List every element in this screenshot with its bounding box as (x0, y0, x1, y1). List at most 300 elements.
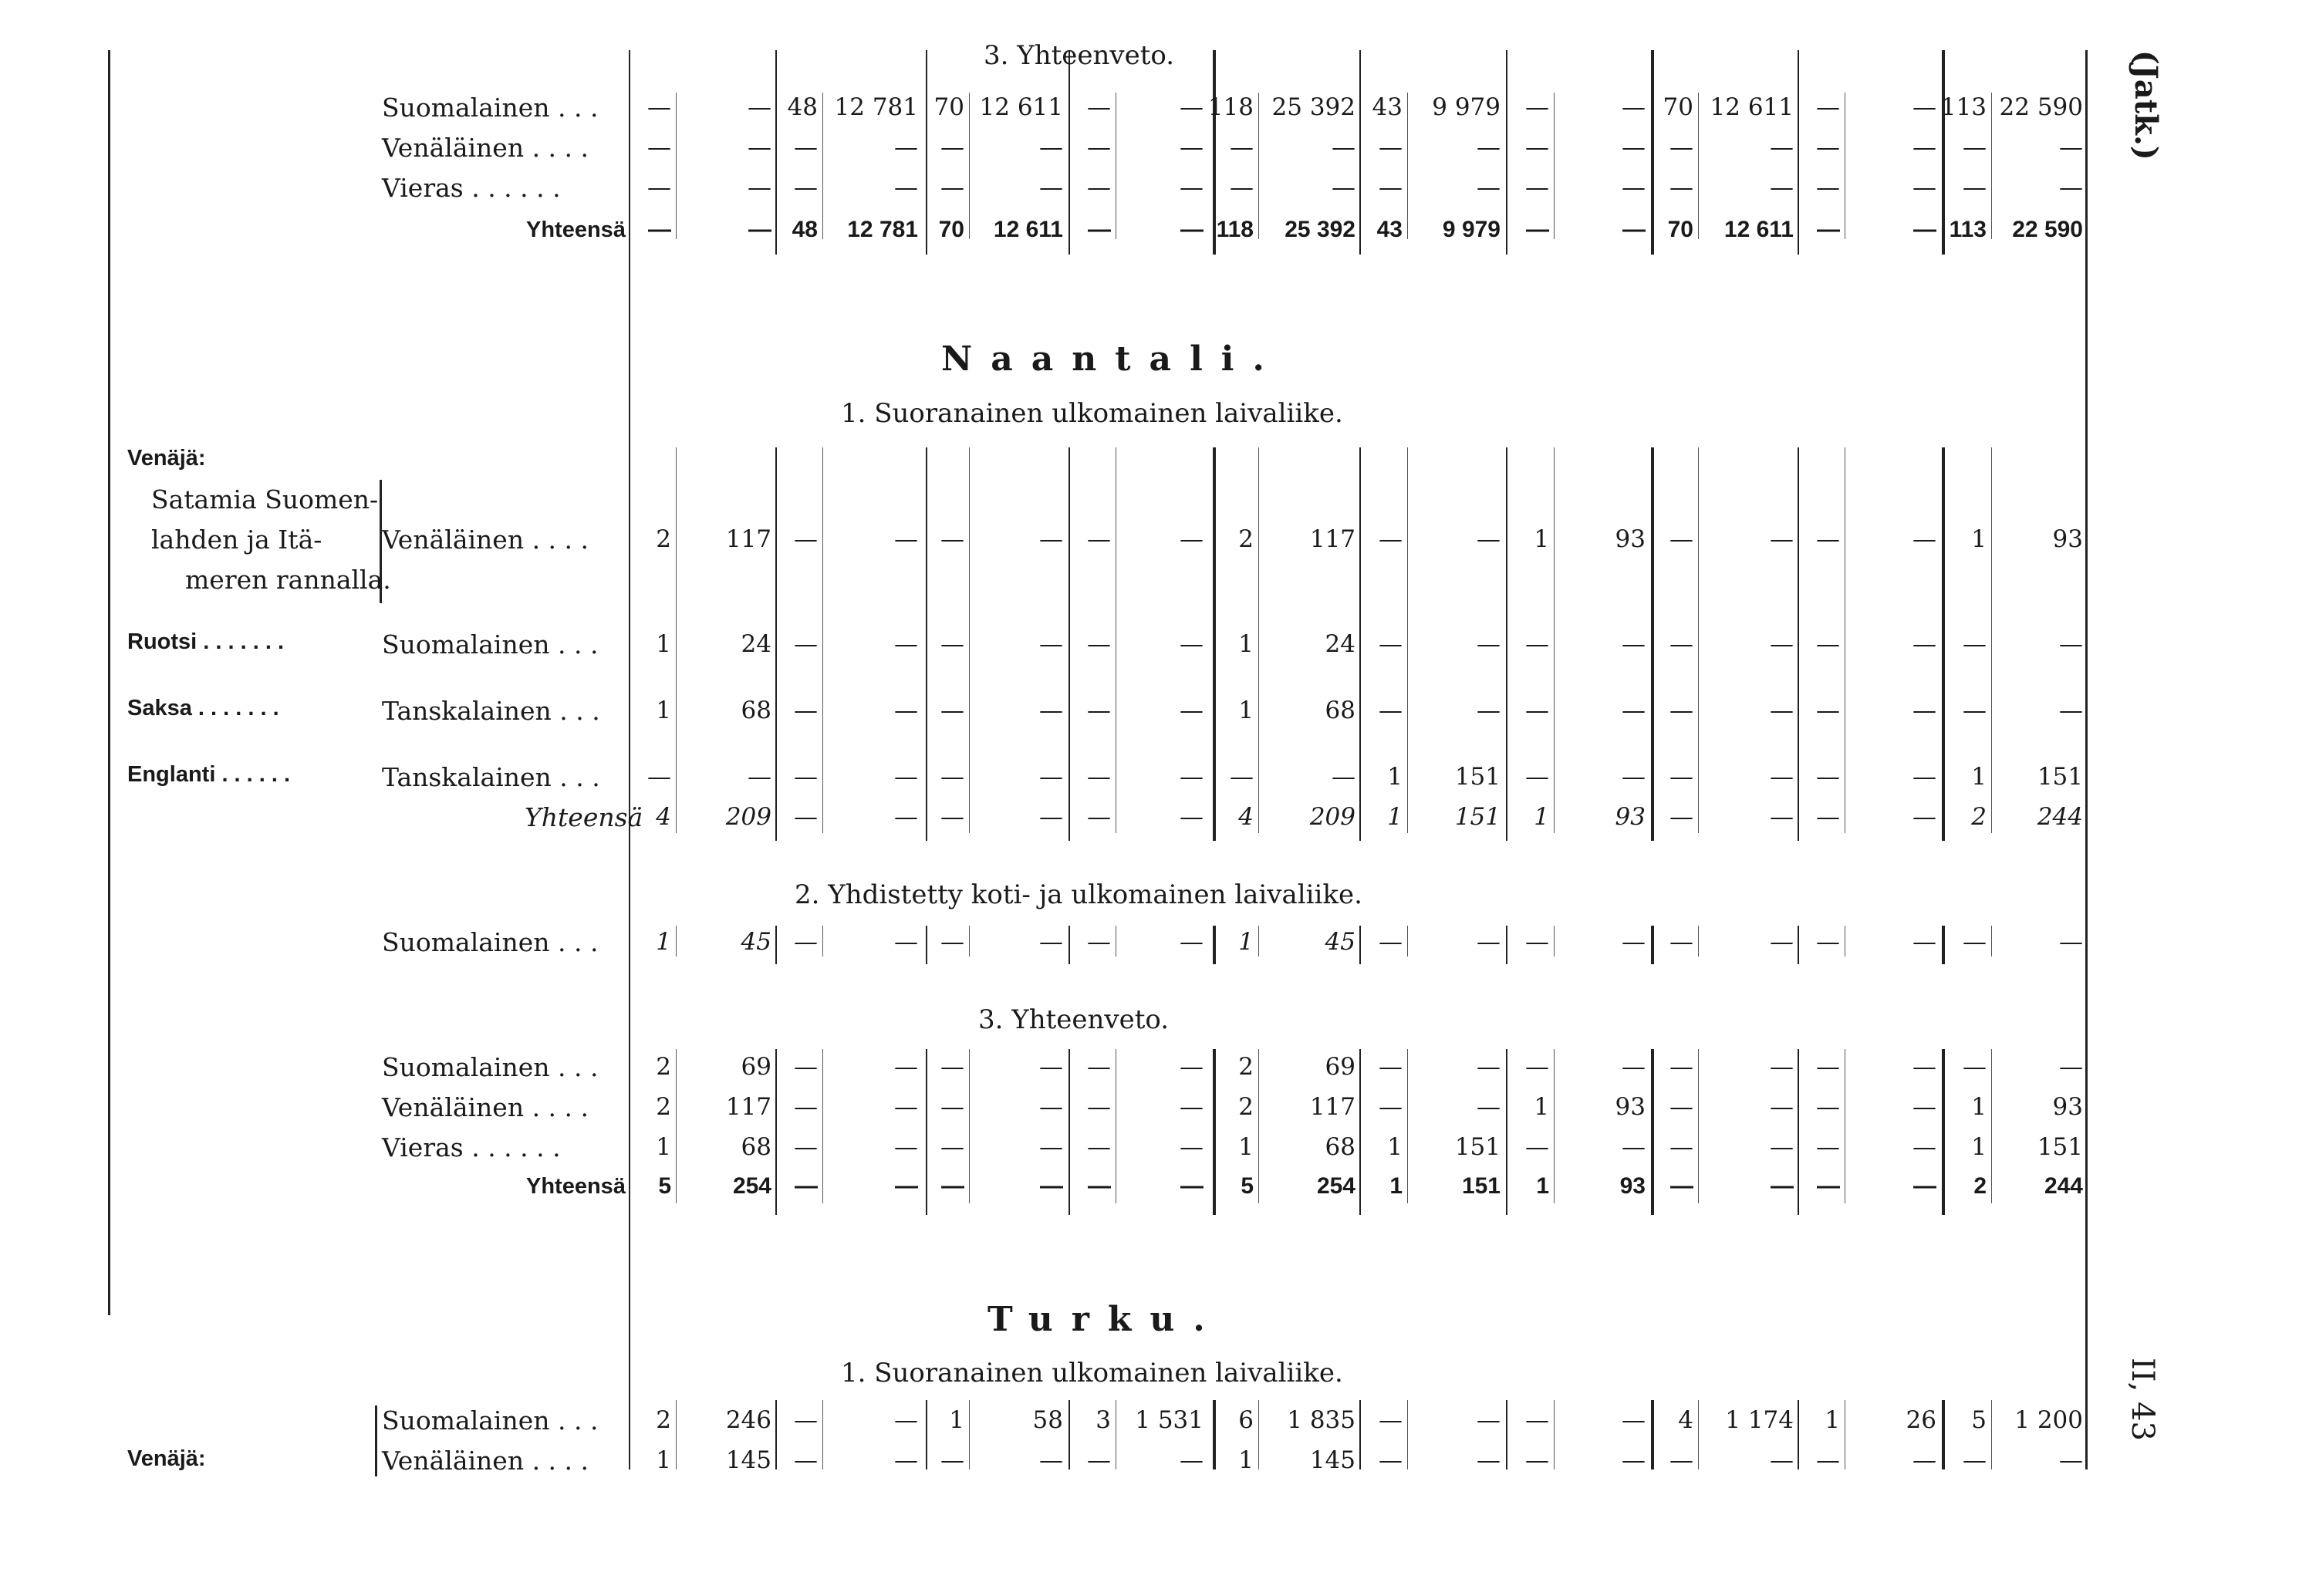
total-cell: — (794, 803, 818, 831)
inner-column-rule (822, 447, 823, 833)
total-cell: — (1913, 1173, 1936, 1199)
table-cell: — (940, 1093, 964, 1121)
row-label: Tanskalainen . . . (382, 696, 600, 726)
table-cell: — (1816, 93, 1840, 121)
table-cell: 12 611 (1710, 93, 1794, 121)
table-cell: — (1180, 928, 1204, 956)
table-cell: — (1622, 763, 1646, 791)
total-label: Yhteensä (526, 218, 626, 242)
table-cell: — (794, 630, 818, 658)
table-cell: — (748, 133, 771, 161)
total-cell: — (648, 217, 671, 242)
table-cell: — (1963, 133, 1987, 161)
table-cell: — (1180, 697, 1204, 724)
table-cell: 1 (656, 630, 671, 658)
table-cell: — (1770, 1053, 1794, 1081)
table-cell: 68 (741, 697, 771, 724)
inner-column-rule (1554, 1400, 1555, 1469)
table-cell: 2 (1238, 1053, 1254, 1081)
page-left-border (108, 50, 110, 1315)
inner-column-rule (1407, 926, 1408, 957)
table-cell: — (794, 1406, 818, 1434)
table-cell: — (1816, 1133, 1840, 1161)
table-cell: — (2059, 1053, 2083, 1081)
table-cell: — (1180, 133, 1204, 161)
table-cell: — (1477, 1053, 1501, 1081)
total-cell: 1 (1534, 803, 1549, 831)
table-cell: — (1087, 525, 1111, 553)
table-cell: — (1912, 525, 1936, 553)
inner-column-rule (1258, 93, 1259, 239)
table-cell: 93 (2052, 1093, 2083, 1121)
table-cell: — (1816, 525, 1840, 553)
turku-country-venaja: Venäjä: (127, 1446, 206, 1471)
table-cell: — (894, 174, 918, 201)
table-cell: — (748, 93, 771, 121)
table-cell: — (1332, 174, 1355, 201)
table-cell: — (1087, 1446, 1111, 1474)
table-cell: — (940, 697, 964, 724)
table-cell: — (1669, 1093, 1693, 1121)
table-cell: — (794, 174, 818, 201)
table-cell: — (647, 133, 671, 161)
table-cell: — (1912, 93, 1936, 121)
turku-brace (375, 1405, 382, 1476)
country-saksa: Saksa . . . . . . . (127, 696, 279, 720)
table-cell: — (940, 1133, 964, 1161)
total-cell: — (1770, 803, 1794, 831)
total-cell: — (1771, 1173, 1794, 1199)
inner-column-rule (676, 1049, 677, 1203)
table-cell: — (1379, 697, 1403, 724)
table-cell: — (1669, 525, 1693, 553)
inner-column-rule (1991, 926, 1992, 957)
table-cell: — (1963, 928, 1987, 956)
table-cell: — (1379, 174, 1403, 201)
table-cell: 2 (1238, 1093, 1254, 1121)
table-cell: — (748, 174, 771, 201)
table-cell: — (1477, 525, 1501, 553)
table-cell: — (1770, 763, 1794, 791)
row-label: Suomalainen . . . (382, 1052, 599, 1082)
table-cell: — (1180, 763, 1204, 791)
table-cell: — (1525, 630, 1549, 658)
row-label: Venäläinen . . . . (382, 1446, 589, 1476)
table-cell: 69 (741, 1053, 771, 1081)
total-cell: 2 (1971, 803, 1987, 831)
table-cell: — (2059, 1446, 2083, 1474)
table-cell: 58 (1032, 1406, 1063, 1434)
table-cell: — (1912, 630, 1936, 658)
table-cell: — (1669, 697, 1693, 724)
table-cell: 1 (656, 1446, 671, 1474)
table-cell: — (1477, 1406, 1501, 1434)
table-cell: — (894, 763, 918, 791)
table-cell: — (940, 525, 964, 553)
table-cell: — (1669, 630, 1693, 658)
total-cell: 12 781 (847, 217, 918, 242)
total-cell: 4 (1238, 803, 1254, 831)
inner-column-rule (1991, 1400, 1992, 1469)
table-cell: — (1477, 1093, 1501, 1121)
table-cell: 145 (1309, 1446, 1355, 1474)
table-cell: 1 (1238, 697, 1254, 724)
row-label: Suomalainen . . . (382, 629, 599, 660)
table-cell: — (1963, 1053, 1987, 1081)
table-cell: 2 (656, 1093, 671, 1121)
total-cell: — (1526, 217, 1549, 242)
total-cell: 244 (2037, 803, 2083, 831)
table-cell: — (1622, 1053, 1646, 1081)
table-cell: 68 (741, 1133, 771, 1161)
table-cell: — (1816, 133, 1840, 161)
total-cell: 12 611 (993, 217, 1063, 242)
total-cell: 70 (1667, 217, 1693, 242)
inner-column-rule (1991, 447, 1992, 833)
table-cell: — (2059, 133, 2083, 161)
table-cell: — (1230, 174, 1254, 201)
total-cell: 244 (2044, 1173, 2083, 1199)
table-cell: — (1087, 133, 1111, 161)
total-cell: — (941, 1173, 964, 1199)
table-cell: 1 (1387, 763, 1403, 791)
margin-continued: (Jatk.) (2128, 50, 2164, 160)
country-englanti: Englanti . . . . . . (127, 762, 291, 787)
inner-column-rule (822, 926, 823, 957)
row-label: Venäläinen . . . . (382, 133, 589, 163)
table-cell: — (1039, 1446, 1063, 1474)
total-cell: 2 (1973, 1173, 1987, 1199)
table-cell: — (1669, 1133, 1693, 1161)
table-cell: — (1039, 1133, 1063, 1161)
table-cell: 118 (1207, 93, 1254, 121)
table-cell: — (1525, 1133, 1549, 1161)
table-cell: — (1039, 133, 1063, 161)
inner-column-rule (1698, 1049, 1699, 1203)
inner-column-rule (1698, 1400, 1699, 1469)
total-cell: 48 (792, 217, 818, 242)
table-cell: — (1816, 697, 1840, 724)
table-cell: — (1180, 1093, 1204, 1121)
table-cell: 93 (1615, 1093, 1646, 1121)
table-cell: 5 (1971, 1406, 1987, 1434)
table-cell: 1 (1238, 630, 1254, 658)
table-cell: 117 (1309, 1093, 1355, 1121)
table-cell: 22 590 (1999, 93, 2083, 121)
table-cell: — (1379, 133, 1403, 161)
table-cell: — (1622, 133, 1646, 161)
table-cell: — (894, 1446, 918, 1474)
total-cell: 93 (1615, 803, 1646, 831)
table-cell: — (1379, 928, 1403, 956)
table-cell: — (1816, 630, 1840, 658)
inner-column-rule (1554, 1049, 1555, 1203)
total-cell: — (1039, 803, 1063, 831)
inner-column-rule (676, 447, 677, 833)
total-cell: 254 (1316, 1173, 1355, 1199)
table-cell: 93 (1615, 525, 1646, 553)
venaja-sub-1: Satamia Suomen- (151, 484, 379, 515)
table-cell: — (1379, 1053, 1403, 1081)
table-cell: — (794, 1133, 818, 1161)
table-cell: — (1525, 133, 1549, 161)
table-cell: — (1816, 928, 1840, 956)
table-cell: — (1963, 697, 1987, 724)
inner-column-rule (1554, 93, 1555, 239)
total-cell: 1 (1387, 803, 1403, 831)
total-cell: — (1816, 803, 1840, 831)
table-cell: 1 (656, 928, 671, 956)
total-cell: — (1912, 803, 1936, 831)
total-cell: 25 392 (1285, 217, 1355, 242)
table-cell: — (1525, 697, 1549, 724)
table-cell: — (1087, 630, 1111, 658)
inner-column-rule (1407, 93, 1408, 239)
table-cell: — (794, 525, 818, 553)
country-ruotsi: Ruotsi . . . . . . . (127, 629, 285, 654)
table-cell: — (1770, 133, 1794, 161)
table-cell: — (794, 1446, 818, 1474)
inner-column-rule (969, 1049, 970, 1203)
table-cell: — (894, 1406, 918, 1434)
venaja-sub-2: lahden ja Itä- (151, 525, 322, 555)
table-cell: — (940, 763, 964, 791)
table-cell: 24 (741, 630, 771, 658)
table-cell: — (1039, 174, 1063, 201)
table-cell: 4 (1678, 1406, 1693, 1434)
table-cell: 12 611 (979, 93, 1063, 121)
inner-column-rule (969, 926, 970, 957)
inner-column-rule (1991, 1049, 1992, 1203)
table-cell: 1 531 (1135, 1406, 1204, 1434)
table-cell: 1 200 (2014, 1406, 2083, 1434)
table-cell: — (2059, 928, 2083, 956)
inner-column-rule (822, 93, 823, 239)
turku-section1-caption: 1. Suoranainen ulkomainen laivaliike. (841, 1358, 1343, 1388)
table-cell: 151 (2037, 1133, 2083, 1161)
table-cell: 26 (1906, 1406, 1936, 1434)
table-cell: — (794, 1093, 818, 1121)
table-cell: — (1477, 1446, 1501, 1474)
total-cell: — (1817, 217, 1840, 242)
table-cell: 151 (1454, 1133, 1501, 1161)
table-cell: — (1039, 1093, 1063, 1121)
table-cell: — (1770, 525, 1794, 553)
table-cell: — (1087, 1093, 1111, 1121)
total-cell: — (1088, 1173, 1111, 1199)
table-left-rule (629, 50, 630, 1469)
table-cell: 3 (1095, 1406, 1111, 1434)
table-cell: — (1816, 1093, 1840, 1121)
table-cell: — (1770, 1093, 1794, 1121)
table-cell: — (1669, 928, 1693, 956)
total-cell: — (894, 803, 918, 831)
row-label: Tanskalainen . . . (382, 762, 600, 792)
inner-column-rule (1698, 93, 1699, 239)
row-label: Suomalainen . . . (382, 93, 599, 123)
inner-column-rule (676, 93, 677, 239)
table-cell: 6 (1238, 1406, 1254, 1434)
table-cell: 1 (656, 1133, 671, 1161)
total-cell: — (1180, 217, 1204, 242)
total-cell: 5 (658, 1173, 671, 1199)
table-cell: — (1622, 174, 1646, 201)
table-cell: — (894, 630, 918, 658)
venaja-sub-3: meren rannalla. (185, 565, 391, 595)
inner-column-rule (1991, 93, 1992, 239)
total-cell: 209 (1309, 803, 1355, 831)
table-cell: — (1912, 763, 1936, 791)
page-right-border (2085, 50, 2088, 1469)
table-cell: — (1669, 133, 1693, 161)
table-cell: — (894, 1133, 918, 1161)
table-cell: — (1770, 928, 1794, 956)
table-cell: 1 (1238, 1133, 1254, 1161)
table-cell: — (1087, 1133, 1111, 1161)
table-cell: 151 (2037, 763, 2083, 791)
total-cell: 4 (656, 803, 671, 831)
inner-column-rule (1407, 1400, 1408, 1469)
table-cell: — (748, 763, 771, 791)
table-cell: — (1477, 697, 1501, 724)
inner-column-rule (1258, 926, 1259, 957)
inner-column-rule (1698, 447, 1699, 833)
table-cell: 1 (949, 1406, 964, 1434)
inner-column-rule (969, 447, 970, 833)
table-cell: 1 (1387, 1133, 1403, 1161)
table-cell: 1 (1971, 1133, 1987, 1161)
table-cell: — (2059, 174, 2083, 201)
inner-column-rule (969, 1400, 970, 1469)
naantali-section3-caption: 3. Yhteenveto. (978, 1004, 1170, 1035)
total-cell: — (1817, 1173, 1840, 1199)
table-cell: 117 (1309, 525, 1355, 553)
venaja-brace (375, 480, 382, 603)
inner-column-rule (676, 1400, 677, 1469)
inner-column-rule (969, 93, 970, 239)
table-cell: — (1912, 1133, 1936, 1161)
table-cell: — (1525, 174, 1549, 201)
table-cell: 1 (1825, 1406, 1840, 1434)
total-cell: — (940, 803, 964, 831)
table-cell: — (2059, 697, 2083, 724)
total-cell: — (1087, 803, 1111, 831)
table-cell: — (940, 1446, 964, 1474)
table-cell: 1 (1534, 1093, 1549, 1121)
table-cell: — (1770, 697, 1794, 724)
total-cell: — (1669, 803, 1693, 831)
total-cell: — (1622, 217, 1646, 242)
table-cell: 2 (656, 1406, 671, 1434)
table-cell: — (1816, 1053, 1840, 1081)
table-cell: 1 (1971, 1093, 1987, 1121)
table-cell: 68 (1325, 1133, 1355, 1161)
table-cell: — (1669, 1053, 1693, 1081)
total-cell: 1 (1389, 1173, 1403, 1199)
table-cell: — (1379, 1406, 1403, 1434)
table-cell: — (1180, 174, 1204, 201)
total-cell: — (1040, 1173, 1063, 1199)
total-cell: 43 (1376, 217, 1403, 242)
table-cell: 48 (787, 93, 818, 121)
top-caption: 3. Yhteenveto. (984, 40, 1175, 71)
row-label: Venäläinen . . . . (382, 1092, 589, 1122)
table-cell: — (894, 133, 918, 161)
table-cell: 1 (1534, 525, 1549, 553)
table-cell: — (1180, 1053, 1204, 1081)
total-cell: 22 590 (2012, 217, 2083, 242)
table-cell: — (1039, 1053, 1063, 1081)
table-cell: — (894, 697, 918, 724)
total-cell: 254 (732, 1173, 771, 1199)
table-cell: — (647, 763, 671, 791)
total-cell: 12 611 (1723, 217, 1794, 242)
table-cell: 69 (1325, 1053, 1355, 1081)
table-cell: — (1963, 1446, 1987, 1474)
table-cell: 2 (656, 1053, 671, 1081)
table-cell: — (1180, 93, 1204, 121)
total-cell: 113 (1949, 217, 1987, 242)
inner-column-rule (1554, 926, 1555, 957)
table-cell: 117 (725, 1093, 771, 1121)
total-cell: 5 (1241, 1173, 1254, 1199)
table-cell: 1 (1971, 763, 1987, 791)
table-cell: — (1816, 1446, 1840, 1474)
table-cell: — (1180, 1133, 1204, 1161)
table-cell: — (1087, 697, 1111, 724)
table-cell: — (1963, 174, 1987, 201)
total-cell: 151 (1461, 1173, 1501, 1199)
table-cell: — (940, 174, 964, 201)
table-cell: — (1912, 133, 1936, 161)
table-cell: 145 (725, 1446, 771, 1474)
table-cell: 45 (1325, 928, 1355, 956)
table-cell: 117 (725, 525, 771, 553)
table-cell: — (1039, 763, 1063, 791)
total-cell: 151 (1454, 803, 1501, 831)
table-cell: — (1669, 174, 1693, 201)
row-label: Venäläinen . . . . (382, 525, 589, 555)
table-cell: — (1770, 1446, 1794, 1474)
table-cell: — (1039, 928, 1063, 956)
total-cell: — (1180, 1173, 1204, 1199)
table-cell: — (1912, 928, 1936, 956)
table-cell: 2 (656, 525, 671, 553)
table-cell: — (1087, 763, 1111, 791)
table-cell: — (794, 928, 818, 956)
table-cell: — (1230, 763, 1254, 791)
table-cell: — (1180, 1446, 1204, 1474)
table-cell: 113 (1940, 93, 1987, 121)
table-cell: — (1379, 525, 1403, 553)
table-cell: — (1180, 525, 1204, 553)
table-cell: — (1525, 928, 1549, 956)
table-cell: 12 781 (834, 93, 918, 121)
total-cell: — (895, 1173, 918, 1199)
table-cell: — (1379, 1093, 1403, 1121)
margin-page-number: II, 43 (2125, 1358, 2160, 1441)
naantali-title: Naantali. (941, 339, 1283, 379)
table-cell: 70 (1663, 93, 1693, 121)
table-cell: — (1622, 697, 1646, 724)
table-cell: — (794, 133, 818, 161)
table-cell: — (1770, 1133, 1794, 1161)
inner-column-rule (1258, 1049, 1259, 1203)
total-cell: — (1913, 217, 1936, 242)
table-cell: — (894, 525, 918, 553)
table-cell: — (940, 630, 964, 658)
table-cell: — (1525, 93, 1549, 121)
